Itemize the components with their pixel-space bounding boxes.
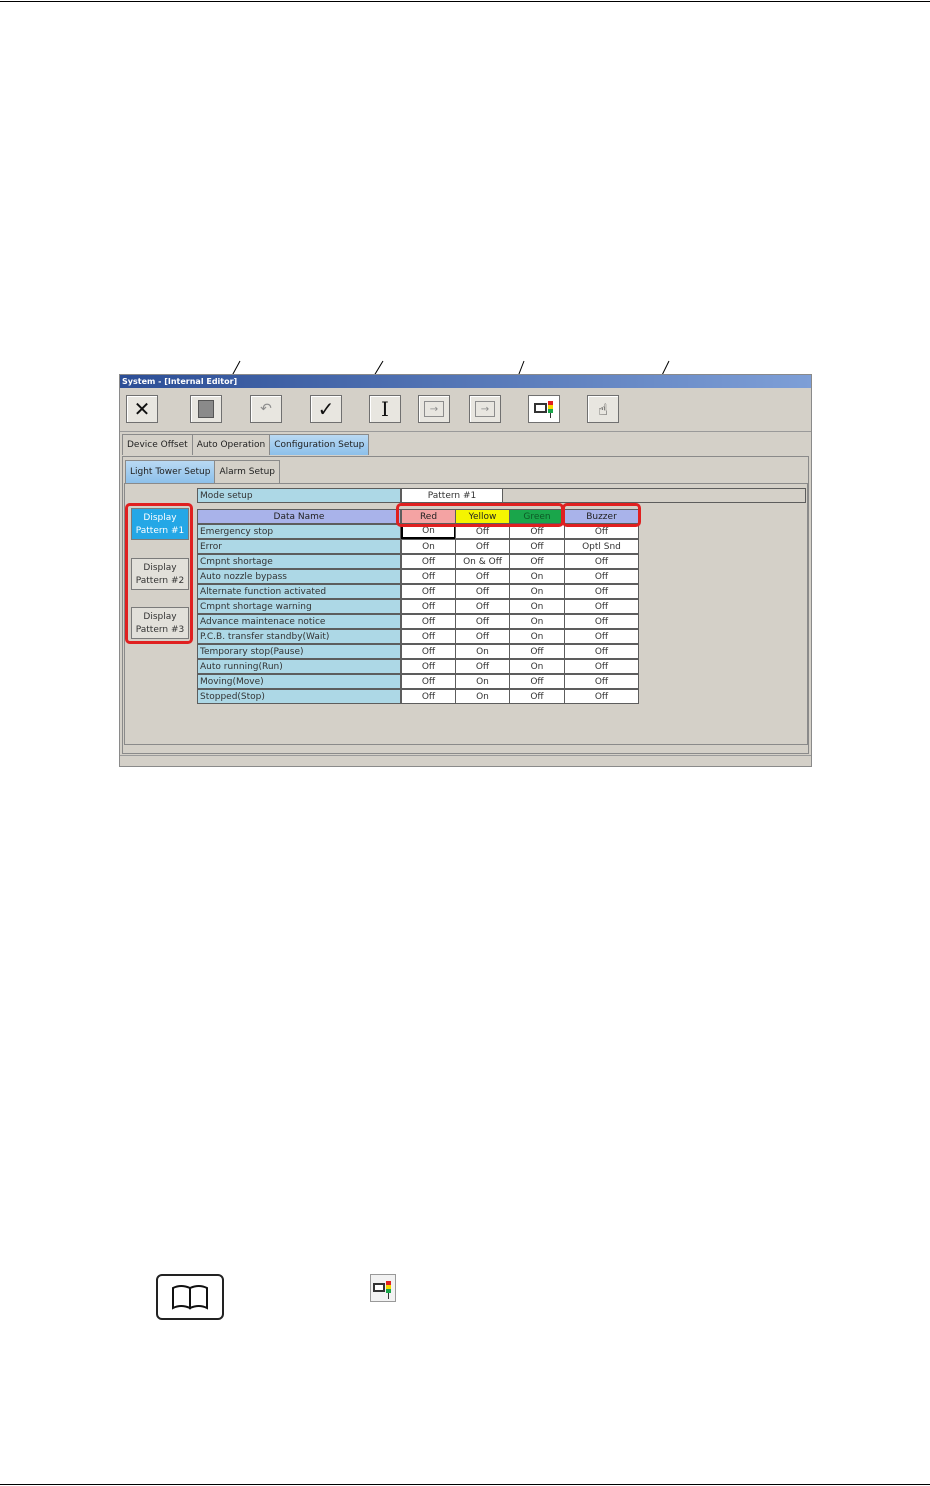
cell-green[interactable]: Off [509, 554, 565, 569]
light-tower-button[interactable] [528, 395, 560, 423]
close-icon: ✕ [133, 397, 151, 421]
application-window [119, 374, 812, 767]
cell-green[interactable]: On [509, 659, 565, 674]
cell-buzzer[interactable]: Off [564, 614, 639, 629]
export-icon: → [424, 401, 444, 417]
undo-button[interactable] [250, 395, 282, 423]
cell-green[interactable]: On [509, 569, 565, 584]
row-name-emergency-stop: Emergency stop [197, 524, 401, 539]
cell-buzzer[interactable]: Off [564, 644, 639, 659]
cell-buzzer[interactable]: Off [564, 674, 639, 689]
cell-yellow[interactable]: On [455, 689, 510, 704]
toolbar [120, 389, 811, 432]
cell-yellow[interactable]: On [455, 674, 510, 689]
sub-tabs [125, 460, 279, 484]
highlight-buzzer-header [562, 503, 641, 527]
stop-button[interactable] [190, 395, 222, 423]
export-button[interactable] [418, 395, 450, 423]
header-buzzer: Buzzer [564, 509, 639, 524]
main-tabs [122, 434, 368, 457]
cell-green[interactable]: On [509, 584, 565, 599]
tab-light-tower-setup[interactable]: Light Tower Setup [125, 460, 215, 483]
cell-red[interactable]: Off [401, 629, 456, 644]
cell-buzzer[interactable]: Off [564, 689, 639, 704]
window-title: System - [Internal Editor] [120, 375, 811, 388]
cell-green[interactable]: Off [509, 689, 565, 704]
tab-auto-operation[interactable]: Auto Operation [192, 434, 271, 455]
cell-yellow[interactable]: Off [455, 584, 510, 599]
row-name-auto-nozzle-bypass: Auto nozzle bypass [197, 569, 401, 584]
display-pattern-3-button[interactable]: Display Pattern #3 [131, 607, 189, 639]
hand-button[interactable] [587, 395, 619, 423]
cell-red[interactable]: Off [401, 644, 456, 659]
cell-buzzer[interactable]: Off [564, 554, 639, 569]
cell-red[interactable]: Off [401, 584, 456, 599]
tab-alarm-setup[interactable]: Alarm Setup [214, 460, 280, 483]
cell-buzzer[interactable]: Off [564, 659, 639, 674]
row-name-stopped: Stopped(Stop) [197, 689, 401, 704]
header-yellow: Yellow [455, 509, 510, 524]
highlight-pattern-buttons [125, 503, 193, 644]
cell-yellow[interactable]: Off [455, 539, 510, 554]
text-cursor-button[interactable] [369, 395, 401, 423]
cell-green[interactable]: Off [509, 524, 565, 539]
row-name-cmpnt-shortage-warning: Cmpnt shortage warning [197, 599, 401, 614]
cell-buzzer[interactable]: Off [564, 629, 639, 644]
cell-buzzer[interactable]: Off [564, 524, 639, 539]
cell-yellow[interactable]: Off [455, 524, 510, 539]
row-name-moving: Moving(Move) [197, 674, 401, 689]
stop-icon [198, 400, 214, 418]
reference-book-icon [156, 1274, 224, 1320]
cell-red[interactable]: Off [401, 674, 456, 689]
row-name-advance-maintenance: Advance maintenace notice [197, 614, 401, 629]
header-red: Red [401, 509, 456, 524]
cell-green[interactable]: Off [509, 674, 565, 689]
check-icon: ✓ [317, 397, 335, 421]
tab-device-offset[interactable]: Device Offset [122, 434, 193, 455]
row-name-auto-running: Auto running(Run) [197, 659, 401, 674]
light-tower-icon [370, 1274, 396, 1302]
cell-yellow[interactable]: On & Off [455, 554, 510, 569]
undo-icon: ↶ [260, 401, 272, 417]
cell-yellow[interactable]: Off [455, 569, 510, 584]
import-icon: → [475, 401, 495, 417]
cell-green[interactable]: Off [509, 539, 565, 554]
cell-red[interactable]: On [401, 524, 456, 539]
import-button[interactable] [469, 395, 501, 423]
cell-red[interactable]: On [401, 539, 456, 554]
cell-yellow[interactable]: Off [455, 614, 510, 629]
row-name-alternate-function: Alternate function activated [197, 584, 401, 599]
cell-buzzer[interactable]: Off [564, 599, 639, 614]
row-name-cmpnt-shortage: Cmpnt shortage [197, 554, 401, 569]
cell-buzzer[interactable]: Optl Snd [564, 539, 639, 554]
row-name-temporary-stop: Temporary stop(Pause) [197, 644, 401, 659]
cell-buzzer[interactable]: Off [564, 569, 639, 584]
hand-icon: ☝ [598, 399, 608, 419]
cell-red[interactable]: Off [401, 554, 456, 569]
cell-green[interactable]: On [509, 629, 565, 644]
close-button[interactable] [126, 395, 158, 423]
display-pattern-1-button[interactable]: Display Pattern #1 [131, 508, 189, 540]
confirm-button[interactable] [310, 395, 342, 423]
cell-yellow[interactable]: Off [455, 659, 510, 674]
cell-green[interactable]: Off [509, 644, 565, 659]
header-data-name: Data Name [197, 509, 401, 524]
row-name-error: Error [197, 539, 401, 554]
mode-setup-value[interactable]: Pattern #1 [401, 488, 503, 503]
cell-green[interactable]: On [509, 599, 565, 614]
cell-buzzer[interactable]: Off [564, 584, 639, 599]
light-tower-icon [533, 399, 555, 419]
cell-red[interactable]: Off [401, 599, 456, 614]
tab-configuration-setup[interactable]: Configuration Setup [269, 434, 369, 455]
mode-setup-filler [503, 488, 806, 503]
cell-yellow[interactable]: Off [455, 629, 510, 644]
status-bar [120, 755, 811, 766]
cell-green[interactable]: On [509, 614, 565, 629]
cell-red[interactable]: Off [401, 659, 456, 674]
text-cursor-icon: I [381, 397, 389, 421]
cell-red[interactable]: Off [401, 569, 456, 584]
cell-red[interactable]: Off [401, 689, 456, 704]
cell-yellow[interactable]: On [455, 644, 510, 659]
highlight-lamp-headers [396, 503, 564, 527]
row-name-pcb-transfer-standby: P.C.B. transfer standby(Wait) [197, 629, 401, 644]
cell-red[interactable]: Off [401, 614, 456, 629]
mode-setup-label: Mode setup [197, 488, 401, 503]
cell-yellow[interactable]: Off [455, 599, 510, 614]
header-green: Green [509, 509, 565, 524]
display-pattern-2-button[interactable]: Display Pattern #2 [131, 558, 189, 590]
